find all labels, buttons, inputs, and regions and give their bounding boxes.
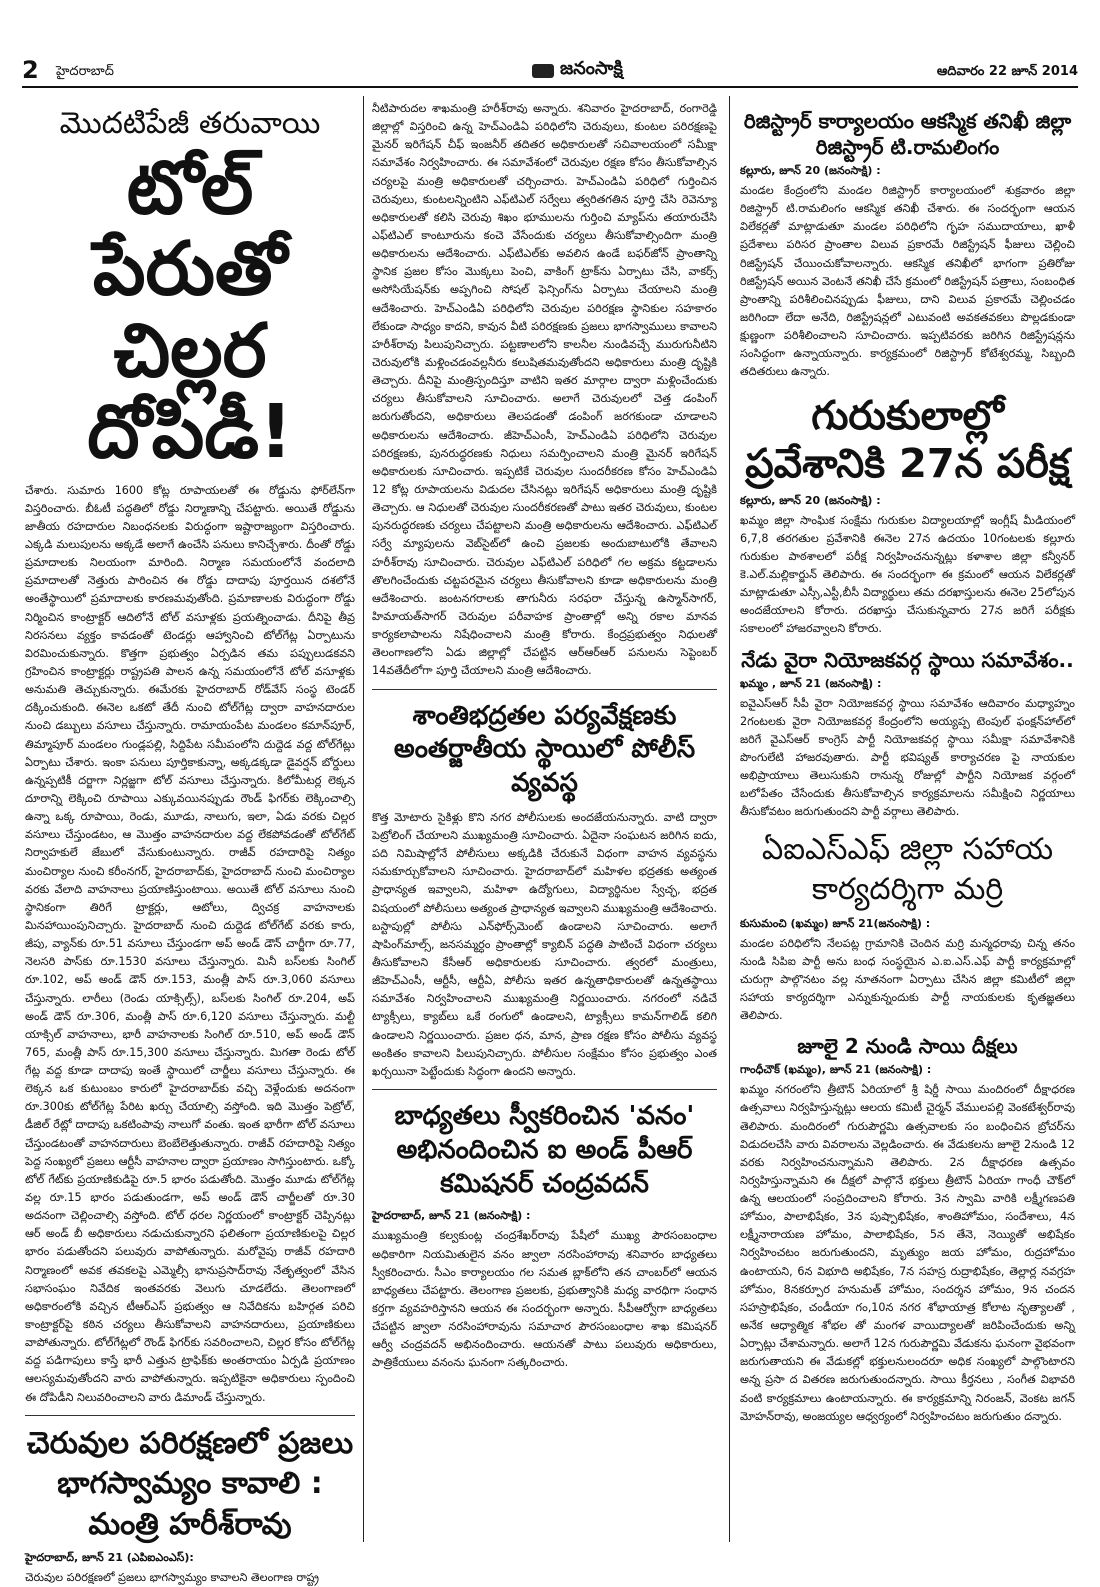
story-registrar: మండల కేంద్రంలోని మండల రిజిస్ట్రార్ కార్యాలయంలో శుక్రవారం జిల్లా రిజిస్ట్రార్ టి.రామలింగం ఆకస్మిక తనిఖీ చేశారు. ఈ సందర్భంగా ఆయన విలేకర్లతో మాట్లాడుతూ మండల పరిధిలోని గృహ సముదాయాలు, ఖాళీ ప్రదేశాలు పరిసర ప్రాంతాల విలువ ప్రకారమే రిజిస్ట్రేషన్ ఫీజులు చెల్లించి రిజిస్ట్రేషన్ చేయించుకోవాలన్నారు. ఆకస్మిక తనిఖీలో భాగంగా ప్రతిరోజు రిజిస్ట్రేషన్ అయిన వెంటనే తనిఖీ చేసే క్రమంలో రిజిస్ట్రేషన్ పత్రాలు, సంబంధిత ప్రాంతాన్ని పరిశీలించినప్పుడు ఫీజులు, దాని విలువ ప్రకారమే చెల్లించడం జరిగిందా లేదా అనేది, రిజిస్ట్రేషన్లలో ఎటువంటి అవకతవకలు పొల్లడకుండా క్షుణ్ణంగా పరిశీలించాలని సూచించారు. ఇప్పటివరకు జరిగిన రిజిస్ట్రేషన్లను సంసిద్ధంగా ఉన్నాయన్నారు. కార్యక్రమంలో రిజిస్ట్రార్ కోటేశ్వరమ్మ, సిబ్బంది తదితరులు ఉన్నారు. bbox=[740, 184, 1075, 379]
issue-date: ఆదివారం 22 జూన్ 2014 bbox=[936, 64, 1078, 79]
story-lakes-cont: నీటిపారుదల శాఖమంత్రి హరీశ్‌రావు అన్నారు. శనివారం హైదరాబాద్, రంగారెడ్డి జిల్లాల్లో విస్తరించి ఉన్న హెచ్ఎండిఏ పరిధిలోని చెరువులు, కుంటల పరిరక్షణపై మైనర్ ఇరిగేషన్ చీఫ్ ఇంజనీర్ తదితర అధికారులతో సచివాలయంలో సమీక్షా సమావేశం నిర్వహించారు. ఈ సమావేశంలో చెరువుల రక్షణ కోసం తీసుకోవాల్సిన చర్యలపై మంత్రి అధికారులతో చర్చించారు. హెచ్ఎండిఏ పరిధిలో గుర్తించిన చెరువులు, కుంటలన్నింటిని ఎఫ్‌టిఎల్ సర్వేలు త్వరితగతిన పూర్తి చేసి రెవెన్యూ అధికారులతో కలిసి చెరువు శిఖం భూములను గుర్తించి మ్యాప్‌ను తయారుచేసి ఎఫ్‌టిఎల్ కాంటూరును కంచె వేసేందుకు చర్యలు తీసుకోవాల్సిందిగా మంత్రి అధికారులను ఆదేశించారు. ఎఫ్‌టిఎల్‌కు అవలిన ఉండే బఫర్‌జోన్ ప్రాంతాన్ని స్థానిక ప్రజల కోసం మొక్కలు పెంచి, వాకింగ్ ట్రాక్‌ను ఏర్పాటు చేసి, వాకర్స్ అసోసియేషన్‌కు అప్పగించి సోషల్ ఫెన్సింగ్‌ను ఏర్పాటు చేయాలని మంత్రి ఆదేశించారు. హెచ్ఎండిఏ పరిధిలోని చెరువుల పరిరక్షణ స్థానికుల సహకారం లేకుండా సాధ్యం కాదని, కావున వీటి పరిరక్షణకు ప్రజలు భాగస్వాములు కావాలని హరీశ్‌రావు పిలుపునిచ్చారు. పట్టణాలలోని కాలనీల నుండివచ్చే మురుగునీటిని చెరువులోకి మళ్లించడంవల్లనీరు కలుషితమవుతోందని అధికారులు మంత్రి దృష్టికి తెచ్చారు. దీనిపై మంత్రిస్పందిస్తూ వాటిని ఇతర మార్గాల ద్వారా మళ్లించేందుకు చర్యలు తీసుకోవాలని సూచించారు. అలాగే చెరువులలో చెత్త డంపింగ్ జరుగుతోందని, అధికారులు తెలపడంతో డంపింగ్ జరగకుండా చూడాలని అధికారులను ఆదేశించారు. జీహెచ్ఎంసీ, హెచ్ఎండిఏ పరిధిలోని చెరువుల పరిరక్షణకు, పునరుద్ధరణకు నిధులు సమర్పించాలని మంత్రి మైనర్ ఇరిగేషన్ అధికారులకు సూచించారు. ఇప్పటికే చెరువుల సుందరీకరణ కోసం హెచ్ఎండిఏ 12 కోట్ల రూపాయలను విడుదల చేసినట్లు ఇరిగేషన్ అధికారులు మంత్రి దృష్టికి తెచ్చారు. ఆ నిధులతో చెరువుల సుందరీకరణతో పాటు ఇతర చెరువులు, కుంటల పునరుద్ధరణకు చర్యలు చేపట్టాలని మంత్రి అధికారులను ఆదేశించారు. ఎఫ్‌టిఎల్ సర్వే మ్యాపులను వెబ్‌సైట్‌లో ఉంచి ప్రజలకు అందుబాటులోకి తేవాలని హరీశ్‌రావు సూచించారు. చెరువుల ఎఫ్‌టిఎల్ పరిధిలో గల అక్రమ కట్టడాలను తొలగించేందుకు చట్టపరమైన చర్యలు తీసుకోవాలని కూడా అధికారులను మంత్రి ఆదేశించారు. జంటనగరాలకు తాగునీరు సరఫరా చేస్తున్న ఉస్మాన్‌సాగర్, హిమాయత్‌సాగర్ చెరువుల పరీవాహక ప్రాంతాల్లో అన్ని రకాల మానవ కార్యకలాపాలను నిషేధించాలని మంత్రి కోరారు. కేంద్రప్రభుత్వం నిధులతో తెలంగాణలోని ఏడు జిల్లాల్లో చేపట్టిన ఆర్ఆర్ఆర్ పనులను సెప్టెంబర్ 14వతేదీలోగా పూర్తి చేయాలని మంత్రి ఆదేశించారు. bbox=[372, 102, 717, 678]
headline-sai: జూలై 2 నుండి సాయి దీక్షలు bbox=[797, 1034, 1018, 1059]
story-police: కొత్త మోటారు సైకిళ్లు కొని నగర పోలీసులకు అందజేయనున్నారు. వాటి ద్వారా పెట్రోలింగ్ చేయాలని ముఖ్యమంత్రి సూచించారు. ఏదైనా సంఘటన జరిగిన ఐదు, పది నిమిషాల్లోనే పోలీసులు అక్కడికి చేరుకునే విధంగా వాహన వ్యవస్థను సమకూర్చుకోవాలని సూచించారు. హైదరాబాద్‌లో మహిళల భద్రతకు అత్యంత ప్రాధాన్యత ఇవ్వాలని, మహిళా ఉద్యోగులు, విద్యార్థినుల స్వేచ్ఛ, భద్రత విషయంలో పోలీసులు అత్యంత ప్రాధాన్యత ఇవ్వాలని ముఖ్యమంత్రి ఆదేశించారు. బస్టాపుల్లో పోలీసు ఎన్‌ఫోర్స్‌మెంట్ ఉండాలని సూచించారు. అలాగే షాపింగ్‌మాల్స్, జనసమ్మర్ధం ప్రాంతాల్లో క్యాబిన్ పద్ధతి పాటించే విధంగా చర్యలు తీసుకోవాలని కేసీఆర్ అధికారులకు సూచించారు. త్వరలో మంత్రులు, జీహెచ్ఎంసీ, ఆర్టీసీ, ఆర్టీఏ, పోలీసు ఇతర ఉన్నతాధికారులతో ఉన్నతస్థాయి సమావేశం నిర్వహించాలని ముఖ్యమంత్రి నిర్ణయించారు. నగరంలో నడిచే ట్యాక్సీలు, క్యాబ్‌లు ఒకే రంగులో ఉండాలని, ట్యాక్సీలు కామన్‌గాలిడ్ కలిగి ఉండాలని నిర్ణయించారు. ప్రజల ధన, మాన, ప్రాణ రక్షణ కోసం పోలీసు వ్యవస్థ అంకితం కావాలని పిలుపునిచ్చారు. పోలీసుల సంక్షేమం కోసం ప్రభుత్వం ఎంత ఖర్చయినా పెట్టేందుకు సిద్ధంగా ఉందని అన్నారు. bbox=[372, 810, 717, 1078]
column-1 bbox=[25, 100, 355, 1585]
divider bbox=[372, 1089, 717, 1090]
headline-vanam: బాధ్యతలు స్వీకరించిన 'వనం' అభినందించిన ఐ అండ్ పీఆర్ కమిషనర్ చంద్రవదన్ bbox=[394, 1101, 695, 1199]
headline-gurukul: గురుకులాల్లో ప్రవేశానికి 27న పరీక్ష bbox=[745, 392, 1070, 487]
column-3 bbox=[740, 100, 1075, 1540]
divider bbox=[25, 1415, 355, 1416]
story-vanam: ముఖ్యమంత్రి కల్వకుంట్ల చంద్రశేఖర్‌రావు పేషీలో ముఖ్య పౌరసంబంధాల అధికారిగా నియమితులైన వనం జ్వాలా నరసింహారావు శనివారం బాధ్యతలు స్వీకరించారు. సీఎం కార్యాలయం గల సమత బ్లాక్‌లోని తన చాంబర్‌లో ఆయన బాధ్యతలు చేపట్టారు. తెలంగాణ ప్రజలకు, ప్రభుత్వానికి మధ్య వారధిగా సంధాన కర్తగా వ్యవహరిస్తానని ఆయన ఈ సందర్భంగా అన్నారు. సీపీఆర్వోగా బాధ్యతలు చేపట్టిన జ్వాలా నరసింహారావును సమాచార పౌరసంబంధాల శాఖ కమిషనర్ ఆర్వీ చంద్రవదన్ అభినందించారు. ఆయనతో పాటు పలువురు అధికారులు, పాత్రికేయులు వనంను ఘనంగా సత్కరించారు. bbox=[372, 1229, 717, 1370]
dateline-gurukul: కల్లూరు, జూన్ 20 (జనంసాక్షి) : bbox=[740, 493, 881, 507]
lead-headline: టోల్ పేరుతో చిల్లర దోపిడీ! bbox=[87, 145, 293, 476]
masthead bbox=[22, 56, 1078, 88]
divider bbox=[372, 689, 717, 690]
headline-lakes: చెరువుల పరిరక్షణలో ప్రజలు భాగస్వామ్యం కావాలి : మంత్రి హరీశ్‌రావు bbox=[26, 1425, 354, 1542]
lead-story: చేశారు. సుమారు 1600 కోట్ల రూపాయలతో ఈ రోడ్డును ఫోర్‌లేన్‌గా విస్తరించారు. బీఓటీ పద్ధతిలో రోడ్డు నిర్మాణాన్ని చేపట్టారు. అయితే రోడ్డును జాతీయ రహదారుల నిబంధనలకు విరుద్ధంగా ఇష్టారాజ్యంగా విస్తరించారు. ఎక్కడి మలుపులను అక్కడే అలాగే ఉంచేసి పనులు కానిచ్చేశారు. దీంతో రోడ్డు ప్రమాదాలకు నిలయంగా మారింది. నిర్మాణ సమయంలోనే వందలాది ప్రమాదాలతో నెత్తురు పారించిన ఈ రోడ్డు దాదాపు పూర్తయిన దశలోనే అంతేస్థాయిలో ప్రమాదాలకు కారణమవుతోంది. ప్రమాణాలకు విరుద్ధంగా రోడ్డు నిర్మించిన కాంట్రాక్టర్ ఆదిలోనే టోల్ వసూళ్లకు ప్రయత్నించాడు. దీనిపై తీవ్ర నిరసనలు వ్యక్తం కావడంతో టెండర్లు ఆహ్వానించి టోల్‌గేట్ల ఏర్పాటును విరమించుకున్నారు. కొత్తగా ప్రభుత్వం ఏర్పడిన తమ పప్పులుడకవని గ్రహించిన కాంట్రాక్టర్లు రాష్ట్రపతి పాలన ఉన్న సమయంలోనే టోల్ వసూళ్లకు అనుమతి తెచ్చుకున్నారు. ఈమేరకు హైదరాబాద్ రోడ్‌వేస్ సంస్థ టెండర్ దక్కించుకుంది. ఈనెల ఒకటో తేదీ నుంచి టోల్‌గేట్ల ద్వారా వాహనదారుల నుంచి డబ్బులు వసూలు చేస్తున్నారు. రామాయంపేట మండలం కమాన్‌పూర్, తిమ్మాపూర్ మండలం గుండ్లపల్లి, సిద్దిపేట సమీపంలోని దుద్దెడ వద్ద టోల్‌గేట్లు ఏర్పాటు చేశారు. ఇంకా పనులు పూర్తికాకున్నా, అక్కడక్కడా డైవర్షన్ బోర్డులు ఉన్నప్పటికీ దర్జాగా నిర్లజ్జగా టోల్ వసూలు చేస్తున్నారు. కిలోమీటర్ల లెక్కన దూరాన్ని లెక్కించి రూపాయి ఎక్కువయినప్పుడు రౌండ్ ఫిగర్‌కు లెక్కించాల్సి ఉన్నా ఒక్క రూపాయి, రెండు, మూడు, నాలుగు, ఇలా, ఏడు వరకు చిల్లర వసూలు చేస్తుండటం, ఆ మొత్తం వాహనదారుల వద్ద లేకపోవడంతో టోల్‌గేట్ నిర్వాహకులే జేబులో వేసుకుంటున్నారు. రాజీవ్ రహదారిపై నిత్యం మంచిర్యాల నుంచి కరీంనగర్, హైదరాబాద్‌కు, హైదరాబాద్ నుంచి మంచిర్యాల వరకు వేలాది వాహనాలు ప్రయాణిస్తుంటాయి. అయితే టోల్ వసూలు నుంచి స్థానికంగా తిరిగే ట్రాక్టర్లు, ఆటోలు, ద్విచక్ర వాహనాలకు మినహాయింపునిచ్చారు. హైదరాబాద్ నుంచి దుద్దెడ టోల్‌గేట్ వరకు కారు, జీపు, వ్యాన్‌కు రూ.51 వసూలు చేస్తుండగా అప్ అండ్ డౌన్ చార్జీగా రూ.77, నెలసరి పాస్‌కు రూ.1530 వసూలు చేస్తున్నారు. మినీ బస్‌లకు సింగిల్ రూ.102, అప్ అండ్ డౌన్ రూ.153, మంత్లీ పాస్ రూ.3,060 వసూలు చేస్తున్నారు. లారీలు (రెండు యాక్సిల్స్), బస్‌లకు సింగిల్ రూ.204, అప్ అండ్ డౌన్ రూ.306, మంత్లీ పాస్ రూ.6,120 వసూలు చేస్తున్నారు. మల్టీ యాక్సిల్ వాహనాలు, భారీ వాహనాలకు సింగిల్ రూ.510, అప్ అండ్ డౌన్ 765, మంత్లీ పాస్ రూ.15,300 వసూలు చేస్తున్నారు. మిగతా రెండు టోల్ గేట్ల వద్ద కూడా దాదాపు ఇంతే స్థాయిలో చార్జీలు వసూలు చేస్తున్నారు. ఈ లెక్కన ఒక కుటుంబం కారులో హైదరాబాద్‌కు వచ్చి వెళ్లేందుకు అదనంగా రూ.300కు టోల్‌గేట్ల పేరిట ఖర్చు చేయాల్సి వస్తోంది. ఇది మొత్తం పెట్రోల్, డీజిల్ రేట్లో దాదాపు ఒకటింపావు నాలుగో వంతు. ఇంత భారీగా టోల్ వసూలు చేస్తుండటంతో వాహనదారులు బెంబేలెత్తుతున్నారు. రాజీవ్ రహదారిపై నిత్యం పెద్ద సంఖ్యలో ప్రజలు ఆర్టీసీ వాహనాల ద్వారా ప్రయాణం సాగిస్తుంటారు. ఒక్కో టోల్ గేట్‌కు ప్రయాణికుడిపై రూ.5 భారం పడుతోంది. మొత్తం మూడు టోల్‌గేట్ల వల్ల రూ.15 భారం పడుతుండగా, అప్ అండ్ డౌన్ చార్జీలతో రూ.30 అదనంగా చెల్లించాల్సి వస్తోంది. టోల్ ధరల నిర్ణయంలో కాంట్రాక్టర్ చెప్పినట్లు ఆర్ అండ్ బీ అధికారులు నడుచుకున్నారని ఫలితంగా ప్రయాణికులపై చిల్లర భారం పడుతోందని పలువురు వాపోతున్నారు. మరోవైపు రాజీవ్ రహదారి నిర్మాణంలో అవక తవకలపై ఎమ్మెల్సీ భానుప్రసాద్‌రావు నేతృత్వంలో వేసిన సభాసంఘం నివేదిక ఇంతవరకు వెలుగు చూడలేదు. తెలంగాణలో అధికారంలోకి వచ్చిన టీఆర్ఎస్ ప్రభుత్వం ఆ నివేదికను బహిర్గత పరిచి కాంట్రాక్టర్‌పై కఠిన చర్యలు తీసుకోవాలని వాహనదారులు, ప్రయాణికులు వాపోతున్నారు. టోల్‌గేట్లలో రౌండ్ ఫిగర్‌కు సవరించాలని, చిల్లర కోసం టోల్‌గేట్ల వద్ద పడిగాపులు కాస్తే భారీ ఎత్తున ట్రాఫిక్‌కు అంతరాయం ఏర్పడి ప్రయాణం ఆలస్యమవుతోందని వారు వాపోతున్నారు. ఇప్పటికైనా అధికారులు స్పందించి ఈ దోపిడీని నిలువరించాలని వారు డిమాండ్ చేస్తున్నారు. bbox=[25, 483, 355, 1404]
headline-registrar: రిజిస్ట్రార్ కార్యాలయం ఆకస్మిక తనిఖీ జిల్లా రిజిస్ట్రార్ టి.రామలింగం bbox=[743, 109, 1072, 159]
continued-kicker: మొదటిపేజీ తరువాయి bbox=[59, 106, 321, 141]
story-gurukul: ఖమ్మం జిల్లా సాంఘిక సంక్షేమ గురుకుల విద్యాలయాల్లో ఇంగ్లీష్ మీడియంలో 6,7,8 తరగతుల ప్రవేశానికి ఈనెల 27న ఉదయం 10గంటలకు కల్లూరు గురుకుల పాఠశాలలో పరీక్ష నిర్వహించనున్నట్లు కళాశాల జిల్లా కన్వీనర్ కె.ఎల్.మల్లికార్జున్ తెలిపారు. ఈ సందర్భంగా ఈ క్రమంలో ఆయన విలేకర్లతో మాట్లాడుతూ ఎస్సీ,ఎస్టీ,బీసీ విద్యార్థులు తమ దరఖాస్తులను ఈనెల 25లోపున అందజేయాలని కోరారు. దరఖాస్తు చేసుకున్నవారు 27న జరిగే పరీక్షకు సకాలంలో హాజరవ్వాలని కోరారు. bbox=[740, 513, 1075, 636]
headline-police: శాంతిభద్రతల పర్యవేక్షణకు అంతర్జాతీయ స్థాయిలో పోలీస్ వ్యవస్థ bbox=[393, 700, 696, 799]
story-lakes-start: చెరువుల పరిరక్షణలో ప్రజలు భాగస్వామ్యం కావాలని తెలంగాణ రాష్ట్ర bbox=[25, 1571, 319, 1585]
column-divider bbox=[729, 96, 730, 1542]
column-2 bbox=[372, 100, 717, 1540]
brand-name: జనంసాక్షి bbox=[560, 58, 623, 79]
dateline-lakes: హైదరాబాద్, జూన్ 21 (ఎపిఐఎంఎస్): bbox=[25, 1551, 194, 1565]
headline-wyra: నేడు వైరా నియోజకవర్గ స్థాయి సమావేశం.. bbox=[741, 647, 1074, 672]
dateline-sai: గాంధీచౌక్ (ఖమ్మం), జూన్ 21 (జనంసాక్షి) : bbox=[740, 1063, 932, 1077]
page-number: 2 bbox=[22, 56, 39, 84]
dateline-aisf: కుసుమంచి (ఖమ్మం) జూన్ 21(జనంసాక్షి) : bbox=[740, 916, 931, 930]
story-aisf: మండల పరిధిలోని నేలపట్ల గ్రామానికి చెందిన మర్రి మన్మధరావు చిన్న తనం నుండి సిపిఐ పార్టీ అను బంధ సంస్థయైన ఎ.ఐ.ఎస్.ఎఫ్ పార్టీ కార్యక్రమాల్లో చురుగ్గా పాల్గొనటం వల్ల నూతనంగా ఏర్పాటు చేసిన జిల్లా కమిటీలో జిల్లా సహాయ కార్యదర్శిగా ఎన్నుకున్నందుకు పార్టీ నాయకులకు కృతజ్ఞతలు తెలిపారు. bbox=[740, 936, 1075, 1023]
dateline-wyra: ఖమ్మం , జూన్ 21 (జనంసాక్షి) : bbox=[740, 676, 882, 690]
brand-logo bbox=[532, 58, 623, 83]
column-divider bbox=[363, 96, 364, 1542]
story-wyra: ఐవైఎస్ఆర్ సీపీ వైరా నియోజకవర్గ స్థాయి సమావేశం ఆదివారం మధ్యాహ్నం 2గంటలకు వైరా నియోజకవర్గ కేంద్రంలోని అయ్యప్ప టెంపుల్ ఫంక్షన్‌హాల్‌లో జరిగే వైఎస్ఆర్ కాంగ్రెస్ పార్టీ నియోజకవర్గ స్థాయి సమీక్షా సమావేశానికి పొంగులేటి హాజరవుతారు. పార్టీ భవిష్యత్ కార్యాచరణ పై నాయకుల అభిప్రాయాలు తెలుసుకుని రానున్న రోజుల్లో పార్టీని నియోజక వర్గంలో బలోపేతం చేసేందుకు తీసుకోవాల్సిన కార్యక్రమాలను సమీక్షించి నిర్ణయాలు తీసుకోవటం జరుగుతుందని పార్టీ వర్గాలు తెలిపారు. bbox=[740, 696, 1075, 819]
story-sai: ఖమ్మం నగరంలోని త్రీటౌన్ ఏరియాలో శ్రీ షిర్డీ సాయి మందిరంలో దీక్షాధరణ ఉత్సవాలు నిర్వహిస్తున్నట్లు ఆలయ కమిటీ చైర్మన్ వేములపల్లి వెంకటేశ్వర్‌రావు తెలిపారు. మందిరంలో గురుపౌర్ణమి ఉత్సవాలకు సం బంధించిన బ్రోచర్‌ను విడుదలచేసి వారు వివరాలను వెల్లడించారు. ఈ వేడుకలను జూలై 2నుండి 12 వరకు నిర్వహించనున్నామని తెలిపారు. 2న దీక్షాధరణ ఉత్సవం నిర్వహిస్తున్నామని ఈ దీక్షలో పాల్గొనే భక్తులు త్రీటౌన్ ఏరియా గాంధీ చౌక్‌లో ఉన్న ఆలయంలో సంప్రదించాలని కోరారు. 3న స్వామి వారికి లక్ష్మీగణపతి హోమం, పాలాభిషేకం, 3న పుష్పాభిషేకం, శాంతిహోమం, సందేశాలు, 4న లక్ష్మీనారాయణ హోమం, పాలాభిషేకం, 5న తేనె, నెయ్యితో అభిషేకం నిర్వహించటం జరుగుతుందని, మృత్యుం జయ హోమం, రుద్రహోమం ఉంటాయని, 6న విభూది అభిషేకం, 7న సహస్ర రుద్రాభిషేకం, తెల్లార్ల నవగ్రహ హోమం, 8నకర్పూర హనుమత్ హోమం, సందర్శన హోమం, 9న చందన సహస్రాభిషేకం, చండీయా గం,10న నగర శోభాయాత్ర కోలాట నృత్యాలతో , అనేక ఆధ్యాత్మిక శోభల తో మంగళ వాయిద్యాలతో జరిపించేందుకు అన్ని ఏర్పాట్లు చేశామన్నారు. అలాగే 12న గురుపౌర్ణమి వేడుకను ఘనంగా వైభవంగా జరుగుతాయని ఈ వేడుకల్లో భక్తులనులందరూ అధిక సంఖ్యలో పాల్గొంటారని అన్న ప్రసా ద వితరణ జరుగుతుందన్నారు. సాయి కీర్తనలు , సంగీత విభావరి వంటి కార్యక్రమాలు ఉంటాయన్నారు. ఈ కార్యక్రమాన్ని నిరంజన్, వెంకట జగన్ మోహన్‌రావు, అంజయ్యల ఆధ్వర్యంలో నిర్వహించటం జరుగుతుం దన్నారు. bbox=[740, 1083, 1075, 1423]
dateline-registrar: కల్లూరు, జూన్ 20 (జనంసాక్షి) : bbox=[740, 164, 881, 177]
headline-aisf: ఏఐఎస్ఎఫ్ జిల్లా సహాయ కార్యదర్శిగా మర్రి bbox=[761, 831, 1054, 908]
dateline-vanam: హైదరాబాద్, జూన్ 21 (జనంసాక్షి) : bbox=[372, 1209, 531, 1223]
edition-city: హైదరాబాద్ bbox=[56, 64, 114, 79]
logo-icon bbox=[532, 64, 554, 78]
